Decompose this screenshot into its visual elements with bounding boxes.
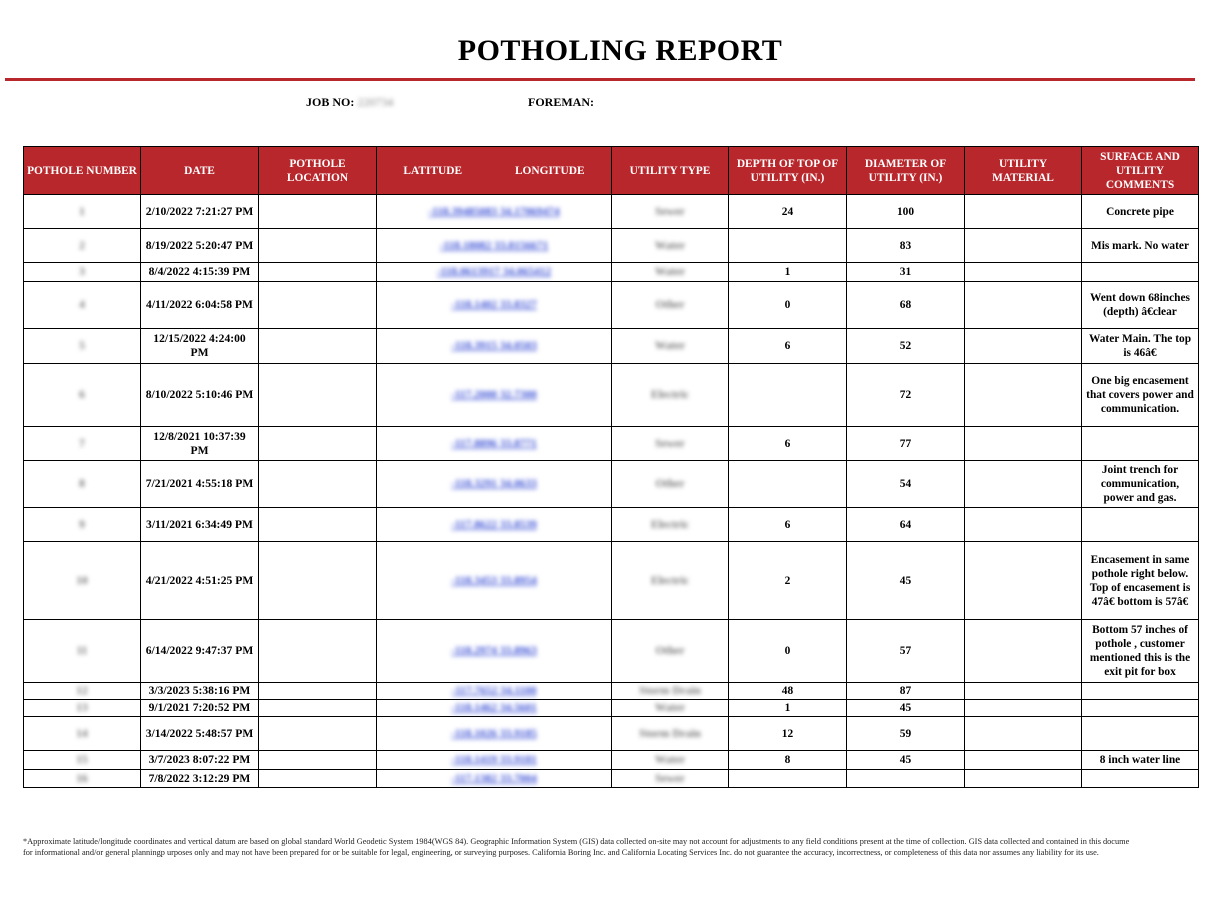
pothole-table [23,146,1199,788]
diameter-cell: 45 [847,700,965,717]
table-row [24,329,1199,364]
depth-cell [729,461,847,508]
pothole-number-cell: 1 [24,195,141,229]
material-cell [965,717,1082,751]
foreman-field [528,95,594,110]
material-cell [965,427,1082,461]
job-value: 220734 [357,95,394,109]
diameter-cell: 54 [847,461,965,508]
pothole-number-cell: 5 [24,329,141,364]
latlon-link-cell[interactable] [377,700,612,717]
diameter-cell: 100 [847,195,965,229]
latlon-link-cell[interactable] [377,195,612,229]
depth-cell: 24 [729,195,847,229]
location-cell [259,751,377,770]
latlon-link-cell[interactable] [377,508,612,542]
diameter-cell: 59 [847,717,965,751]
utility-type-cell: Water [612,229,729,263]
utility-type-cell: Other [612,461,729,508]
pothole-number-cell: 15 [24,751,141,770]
date-cell: 3/11/2021 6:34:49 PM [141,508,259,542]
header-pothole-number: POTHOLE NUMBER [24,147,141,195]
foreman-label: FOREMAN: [528,95,594,109]
diameter-cell: 72 [847,364,965,427]
material-cell [965,542,1082,620]
material-cell [965,329,1082,364]
utility-type-cell: Other [612,282,729,329]
coordinates-link[interactable]: -117.1382 33.7004 [451,772,537,785]
material-cell [965,364,1082,427]
disclaimer-footnote [23,836,1203,858]
material-cell [965,751,1082,770]
material-cell [965,770,1082,788]
diameter-cell: 87 [847,683,965,700]
table-row [24,282,1199,329]
depth-cell [729,770,847,788]
depth-cell: 12 [729,717,847,751]
location-cell [259,542,377,620]
location-cell [259,195,377,229]
material-cell [965,195,1082,229]
table-row [24,542,1199,620]
depth-cell: 48 [729,683,847,700]
diameter-cell: 31 [847,263,965,282]
header-diameter: DIAMETER OF UTILITY (IN.) [847,147,965,195]
report-title: POTHOLING REPORT [457,34,783,67]
location-cell [259,461,377,508]
depth-cell [729,229,847,263]
diameter-cell: 68 [847,282,965,329]
table-row [24,195,1199,229]
header-latlon [377,147,612,195]
coordinates-link[interactable]: -117.2000 32.7300 [451,389,537,401]
coordinates-link[interactable]: -118.1462 34.5601 [451,702,537,714]
header-pothole-location: POTHOLE LOCATION [259,147,377,195]
latlon-link-cell[interactable] [377,282,612,329]
utility-type-cell: Electric [612,542,729,620]
location-cell [259,620,377,683]
location-cell [259,770,377,788]
coordinates-link[interactable]: -117.7652 34.1100 [451,685,537,697]
location-cell [259,263,377,282]
coordinates-link[interactable]: -118.3291 34.0633 [451,478,537,490]
date-cell: 4/11/2022 6:04:58 PM [141,282,259,329]
depth-cell: 1 [729,263,847,282]
latlon-link-cell[interactable] [377,329,612,364]
utility-type-cell: Sewer [612,770,729,788]
location-cell [259,508,377,542]
header-latitude: LATITUDE [403,164,463,177]
header-depth: DEPTH OF TOP OF UTILITY (IN.) [729,147,847,195]
utility-type-cell: Storm Drain [612,717,729,751]
latlon-link-cell[interactable] [377,229,612,263]
material-cell [965,620,1082,683]
location-cell [259,229,377,263]
header-utility-type: UTILITY TYPE [612,147,729,195]
table-row [24,751,1199,770]
utility-type-cell: Water [612,700,729,717]
pothole-number-cell: 12 [24,683,141,700]
depth-cell: 6 [729,329,847,364]
depth-cell: 6 [729,427,847,461]
diameter-cell: 64 [847,508,965,542]
coordinates-link[interactable]: -118.0613917 34.065412 [436,266,552,278]
comments-cell [1082,508,1199,542]
pothole-number-cell: 10 [24,542,141,620]
header-material: UTILITY MATERIAL [965,147,1082,195]
date-cell: 8/19/2022 5:20:47 PM [141,229,259,263]
latlon-link-cell[interactable] [377,461,612,508]
comments-cell [1082,700,1199,717]
date-cell: 12/15/2022 4:24:00 PM [141,329,259,364]
pothole-number-cell: 16 [24,770,141,788]
comments-cell: Bottom 57 inches of pothole , customer mentioned this is the exit pit for box [1082,620,1199,683]
pothole-number-cell: 2 [24,229,141,263]
pothole-number-cell: 11 [24,620,141,683]
table-row [24,263,1199,282]
material-cell [965,263,1082,282]
pothole-number-cell: 9 [24,508,141,542]
date-cell: 8/10/2022 5:10:46 PM [141,364,259,427]
utility-type-cell: Sewer [612,195,729,229]
location-cell [259,700,377,717]
table-row [24,229,1199,263]
diameter-cell: 52 [847,329,965,364]
utility-type-cell: Sewer [612,427,729,461]
material-cell [965,700,1082,717]
comments-cell [1082,263,1199,282]
comments-cell: Water Main. The top is 46â€ [1082,329,1199,364]
table-row [24,427,1199,461]
latlon-link-cell[interactable] [377,620,612,683]
comments-cell [1082,427,1199,461]
latlon-link-cell[interactable] [377,263,612,282]
comments-cell: Joint trench for communication, power and gas. [1082,461,1199,508]
utility-type-cell: Water [612,751,729,770]
diameter-cell: 83 [847,229,965,263]
coordinates-link[interactable]: -118.3915 34.0503 [451,340,537,352]
table-row [24,508,1199,542]
coordinates-link[interactable]: -118.1402 33.8327 [451,299,537,311]
latlon-link-cell[interactable] [377,770,612,788]
footnote-line-2: for informational and/or general planningp urposes only and may not have been prepared for or be suitable for legal, engineering, or surveying purposes. California Boring Inc. and California Locating Services Inc. do not guarantee the accuracy, incorrectness, or completeness of this data nor assumes any liability for its use. [23,848,1099,857]
comments-cell: Went down 68inches (depth) â€clear [1082,282,1199,329]
header-longitude: LONGITUDE [514,164,585,177]
comments-cell: Concrete pipe [1082,195,1199,229]
date-cell: 7/8/2022 3:12:29 PM [141,770,259,788]
header-date: DATE [141,147,259,195]
latlon-link-cell[interactable] [377,683,612,700]
latlon-link-cell[interactable] [377,427,612,461]
utility-type-cell: Water [612,329,729,364]
latlon-link-cell[interactable] [377,364,612,427]
date-cell: 3/7/2023 8:07:22 PM [141,751,259,770]
location-cell [259,683,377,700]
utility-type-cell: Other [612,620,729,683]
depth-cell: 6 [729,508,847,542]
depth-cell: 1 [729,700,847,717]
coordinates-link[interactable]: -118.39485083 34.17069474 [428,205,560,218]
material-cell [965,508,1082,542]
coordinates-link[interactable]: -117.8896 33.8771 [451,437,537,450]
depth-cell: 0 [729,282,847,329]
coordinates-link[interactable]: -117.8622 33.8539 [451,518,537,531]
location-cell [259,364,377,427]
comments-cell: One big encasement that covers power and communication. [1082,364,1199,427]
pothole-number-cell: 13 [24,700,141,717]
latlon-link-cell[interactable] [377,717,612,751]
location-cell [259,282,377,329]
depth-cell: 0 [729,620,847,683]
latlon-link-cell[interactable] [377,751,612,770]
date-cell: 6/14/2022 9:47:37 PM [141,620,259,683]
table-row [24,700,1199,717]
depth-cell: 2 [729,542,847,620]
material-cell [965,461,1082,508]
date-cell: 4/21/2022 4:51:25 PM [141,542,259,620]
comments-cell [1082,770,1199,788]
job-number-field [306,95,393,110]
comments-cell: 8 inch water line [1082,751,1199,770]
location-cell [259,717,377,751]
coordinates-link[interactable]: -118.2974 33.8963 [451,645,537,657]
table-row [24,683,1199,700]
header-comments: SURFACE AND UTILITY COMMENTS [1082,147,1199,195]
pothole-number-cell: 7 [24,427,141,461]
utility-type-cell: Water [612,263,729,282]
depth-cell [729,364,847,427]
depth-cell: 8 [729,751,847,770]
comments-cell: Mis mark. No water [1082,229,1199,263]
date-cell: 3/3/2023 5:38:16 PM [141,683,259,700]
diameter-cell: 77 [847,427,965,461]
coordinates-link[interactable]: -118.18082 33.8156671 [439,239,549,252]
material-cell [965,683,1082,700]
pothole-number-cell: 14 [24,717,141,751]
table-row [24,620,1199,683]
location-cell [259,427,377,461]
pothole-number-cell: 4 [24,282,141,329]
coordinates-link[interactable]: -118.1026 33.9185 [451,727,537,740]
utility-type-cell: Electric [612,364,729,427]
pothole-number-cell: 3 [24,263,141,282]
coordinates-link[interactable]: -118.1419 33.9181 [451,754,537,766]
coordinates-link[interactable]: -118.3453 33.8954 [451,574,537,587]
table-row [24,770,1199,788]
comments-cell: Encasement in same pothole right below. Top of encasement is 47â€ bottom is 57â€ [1082,542,1199,620]
table-header-row [24,147,1199,195]
job-label: JOB NO: [306,95,355,109]
diameter-cell: 57 [847,620,965,683]
location-cell [259,329,377,364]
comments-cell [1082,683,1199,700]
footnote-line-1: *Approximate latitude/longitude coordinates and vertical datum are based on global standard World Geodetic System 1984(WGS 84). Geographic Information System (GIS) data collected on-site may not account for adjustments to any field conditions present at the time of collection. GIS data collected and contained in this docume [23,837,1130,846]
table-row [24,461,1199,508]
comments-cell [1082,717,1199,751]
date-cell: 12/8/2021 10:37:39 PM [141,427,259,461]
date-cell: 8/4/2022 4:15:39 PM [141,263,259,282]
date-cell: 7/21/2021 4:55:18 PM [141,461,259,508]
title-divider [5,78,1195,81]
material-cell [965,282,1082,329]
pothole-number-cell: 6 [24,364,141,427]
date-cell: 3/14/2022 5:48:57 PM [141,717,259,751]
utility-type-cell: Storm Drain [612,683,729,700]
utility-type-cell: Electric [612,508,729,542]
table-row [24,717,1199,751]
date-cell: 9/1/2021 7:20:52 PM [141,700,259,717]
diameter-cell: 45 [847,542,965,620]
date-cell: 2/10/2022 7:21:27 PM [141,195,259,229]
latlon-link-cell[interactable] [377,542,612,620]
pothole-number-cell: 8 [24,461,141,508]
diameter-cell [847,770,965,788]
material-cell [965,229,1082,263]
table-row [24,364,1199,427]
diameter-cell: 45 [847,751,965,770]
